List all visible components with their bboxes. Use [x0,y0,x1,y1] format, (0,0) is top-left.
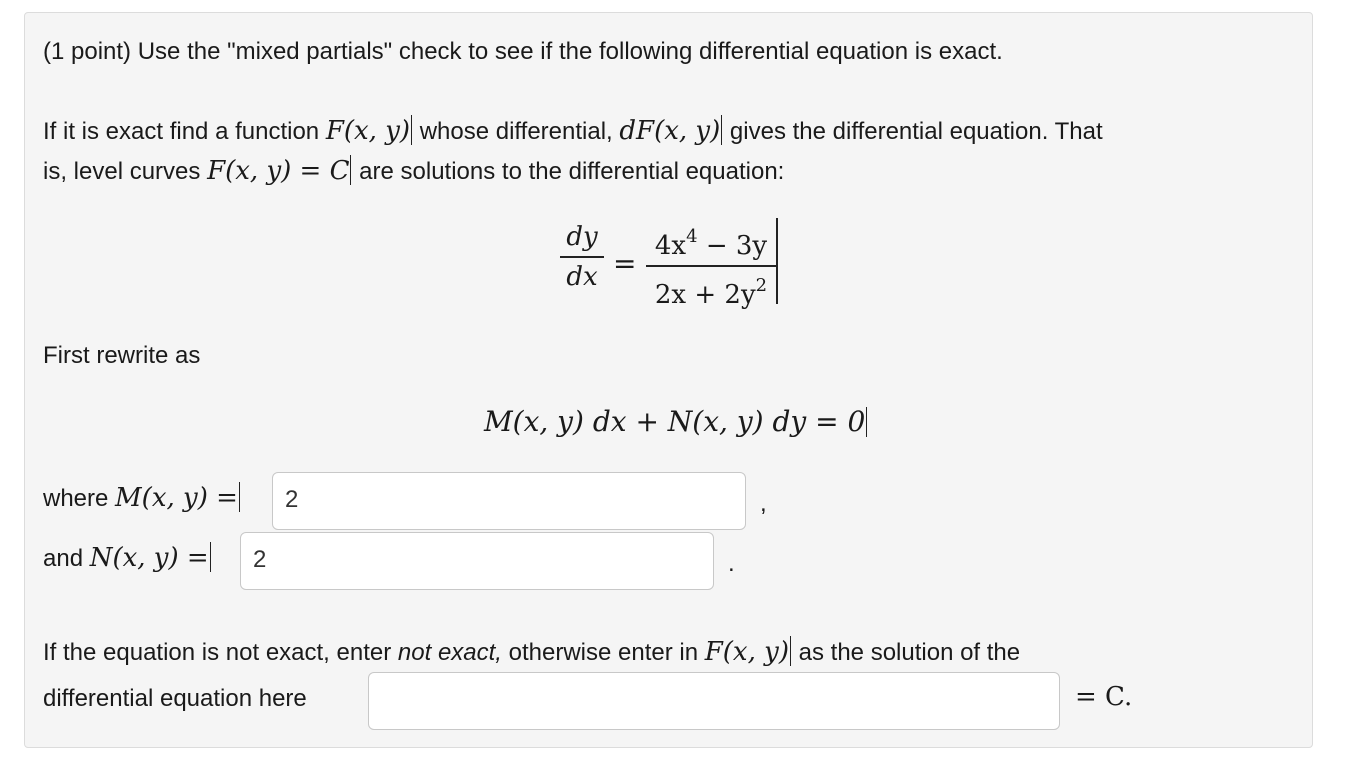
final-text-b: otherwise enter in [508,639,699,666]
text-cursor [239,482,240,512]
intro-line [43,36,1003,68]
text-cursor [866,407,867,437]
rhs-num-b: − 3y [697,231,768,261]
N-input[interactable]: 2 [240,532,714,590]
final-text-a: If the equation is not exact, enter [43,639,392,666]
rhs-num-a: 4x [654,231,687,261]
rhs-den-exp: 2 [755,274,768,296]
instruction-text-d: is, level curves [43,158,201,185]
not-exact-text: not exact, [397,639,502,666]
rhs-denominator [646,271,776,310]
math-dF: dF(x, y) [619,116,721,146]
and-label: and [43,545,84,572]
lhs-fraction [560,222,604,292]
rhs-den-a: 2x + 2y [654,279,756,310]
final-instruction-line-2: differential equation here [43,685,307,712]
where-label: where [43,485,109,512]
intro-text: Use the "mixed partials" check to see if the following differential equation is exact. [137,38,1003,65]
text-cursor [350,155,351,185]
text-cursor [776,218,778,304]
instruction-text-c: gives the differential equation. That [729,118,1103,145]
comma: , [760,490,767,517]
period: . [728,550,735,577]
math-level-curve: F(x, y) = C [207,156,350,186]
rhs-fraction [646,222,776,310]
rhs-num-exp: 4 [686,226,698,247]
text-cursor [790,636,791,666]
final-instruction-line-1 [43,636,1020,669]
fraction-bar [560,256,604,258]
rewrite-equation-text: M(x, y) dx + N(x, y) dy = 0 [484,405,866,438]
equation-equals: = [613,247,637,280]
N-label: N(x, y) = [89,543,209,573]
text-cursor [210,542,211,572]
M-line [43,482,241,515]
lhs-denominator: dx [566,261,598,292]
fraction-bar [646,265,776,267]
text-cursor [721,115,722,145]
N-line [43,542,212,575]
instruction-line-1 [43,115,1103,148]
lhs-numerator: dy [566,222,598,252]
M-input[interactable]: 2 [272,472,746,530]
equals-C [1075,682,1132,712]
M-label: M(x, y) = [115,483,238,513]
final-text-c: as the solution of the [798,639,1021,666]
equals-C-text: = C. [1075,682,1133,712]
math-F: F(x, y) [325,116,411,146]
points-label: (1 point) [43,38,132,65]
F-solution-input[interactable] [368,672,1060,730]
instruction-text-a: If it is exact find a function [43,118,320,145]
rewrite-equation [484,405,868,438]
rhs-numerator [646,222,776,261]
text-cursor [411,115,412,145]
instruction-text-b: whose differential, [419,118,613,145]
instruction-line-2 [43,155,784,188]
math-F-final: F(x, y) [704,637,789,667]
rewrite-label: First rewrite as [43,342,201,369]
instruction-text-e: are solutions to the differential equation: [359,158,785,185]
